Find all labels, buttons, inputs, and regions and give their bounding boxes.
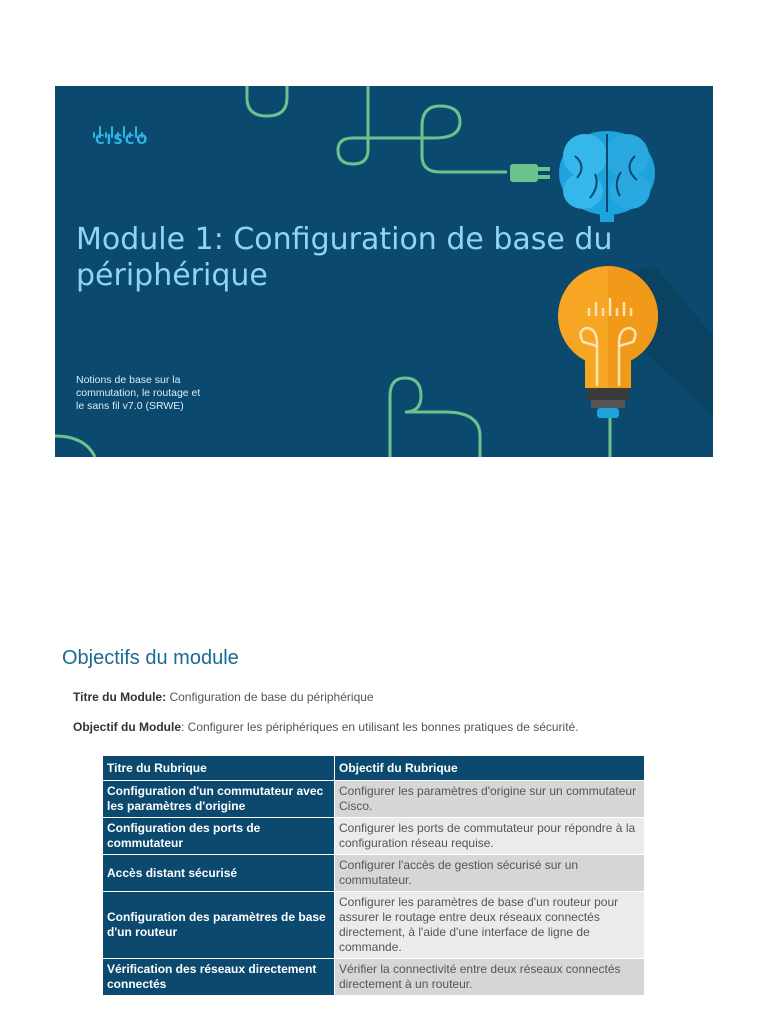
objectif-cell: Configurer les ports de commutateur pour répondre à la configuration réseau requise. (335, 818, 645, 855)
title-slide (55, 86, 713, 457)
table-row (103, 892, 645, 959)
table-row (103, 818, 645, 855)
objectif-cell: Configurer les paramètres de base d'un routeur pour assurer le routage entre deux réseaux connectés directement, à l'aide d'une interface de ligne de commande. (335, 892, 645, 959)
module-objective-value: : Configurer les périphériques en utilisant les bonnes pratiques de sécurité. (181, 720, 579, 734)
table-row (103, 781, 645, 818)
rubrique-cell: Vérification des réseaux directement connectés (103, 959, 335, 996)
objectif-cell: Vérifier la connectivité entre deux réseaux connectés directement à un routeur. (335, 959, 645, 996)
header-objectif: Objectif du Rubrique (335, 756, 645, 781)
slide-title: Module 1: Configuration de base du périphérique (76, 222, 613, 293)
objectives-table (102, 755, 645, 996)
module-objective-line (73, 720, 579, 734)
table-header-row (103, 756, 645, 781)
table-row (103, 855, 645, 892)
objectives-title: Objectifs du module (62, 647, 239, 669)
objectif-cell: Configurer les paramètres d'origine sur un commutateur Cisco. (335, 781, 645, 818)
header-rubrique: Titre du Rubrique (103, 756, 335, 781)
objectif-cell: Configurer l'accès de gestion sécurisé sur un commutateur. (335, 855, 645, 892)
rubrique-cell: Configuration d'un commutateur avec les paramètres d'origine (103, 781, 335, 818)
plug-icon (510, 164, 550, 182)
slide-subtitle: Notions de base sur la commutation, le routage et le sans fil v7.0 (SRWE) (76, 374, 201, 412)
brain-icon (559, 131, 655, 222)
module-title-line (73, 690, 374, 704)
rubrique-cell: Configuration des ports de commutateur (103, 818, 335, 855)
module-title-label: Titre du Module: (73, 690, 167, 704)
module-title-value: Configuration de base du périphérique (166, 690, 374, 704)
cisco-logo-text: CISCO (95, 133, 150, 148)
rubrique-cell: Accès distant sécurisé (103, 855, 335, 892)
module-objective-label: Objectif du Module (73, 720, 181, 734)
rubrique-cell: Configuration des paramètres de base d'un routeur (103, 892, 335, 959)
table-row (103, 959, 645, 996)
